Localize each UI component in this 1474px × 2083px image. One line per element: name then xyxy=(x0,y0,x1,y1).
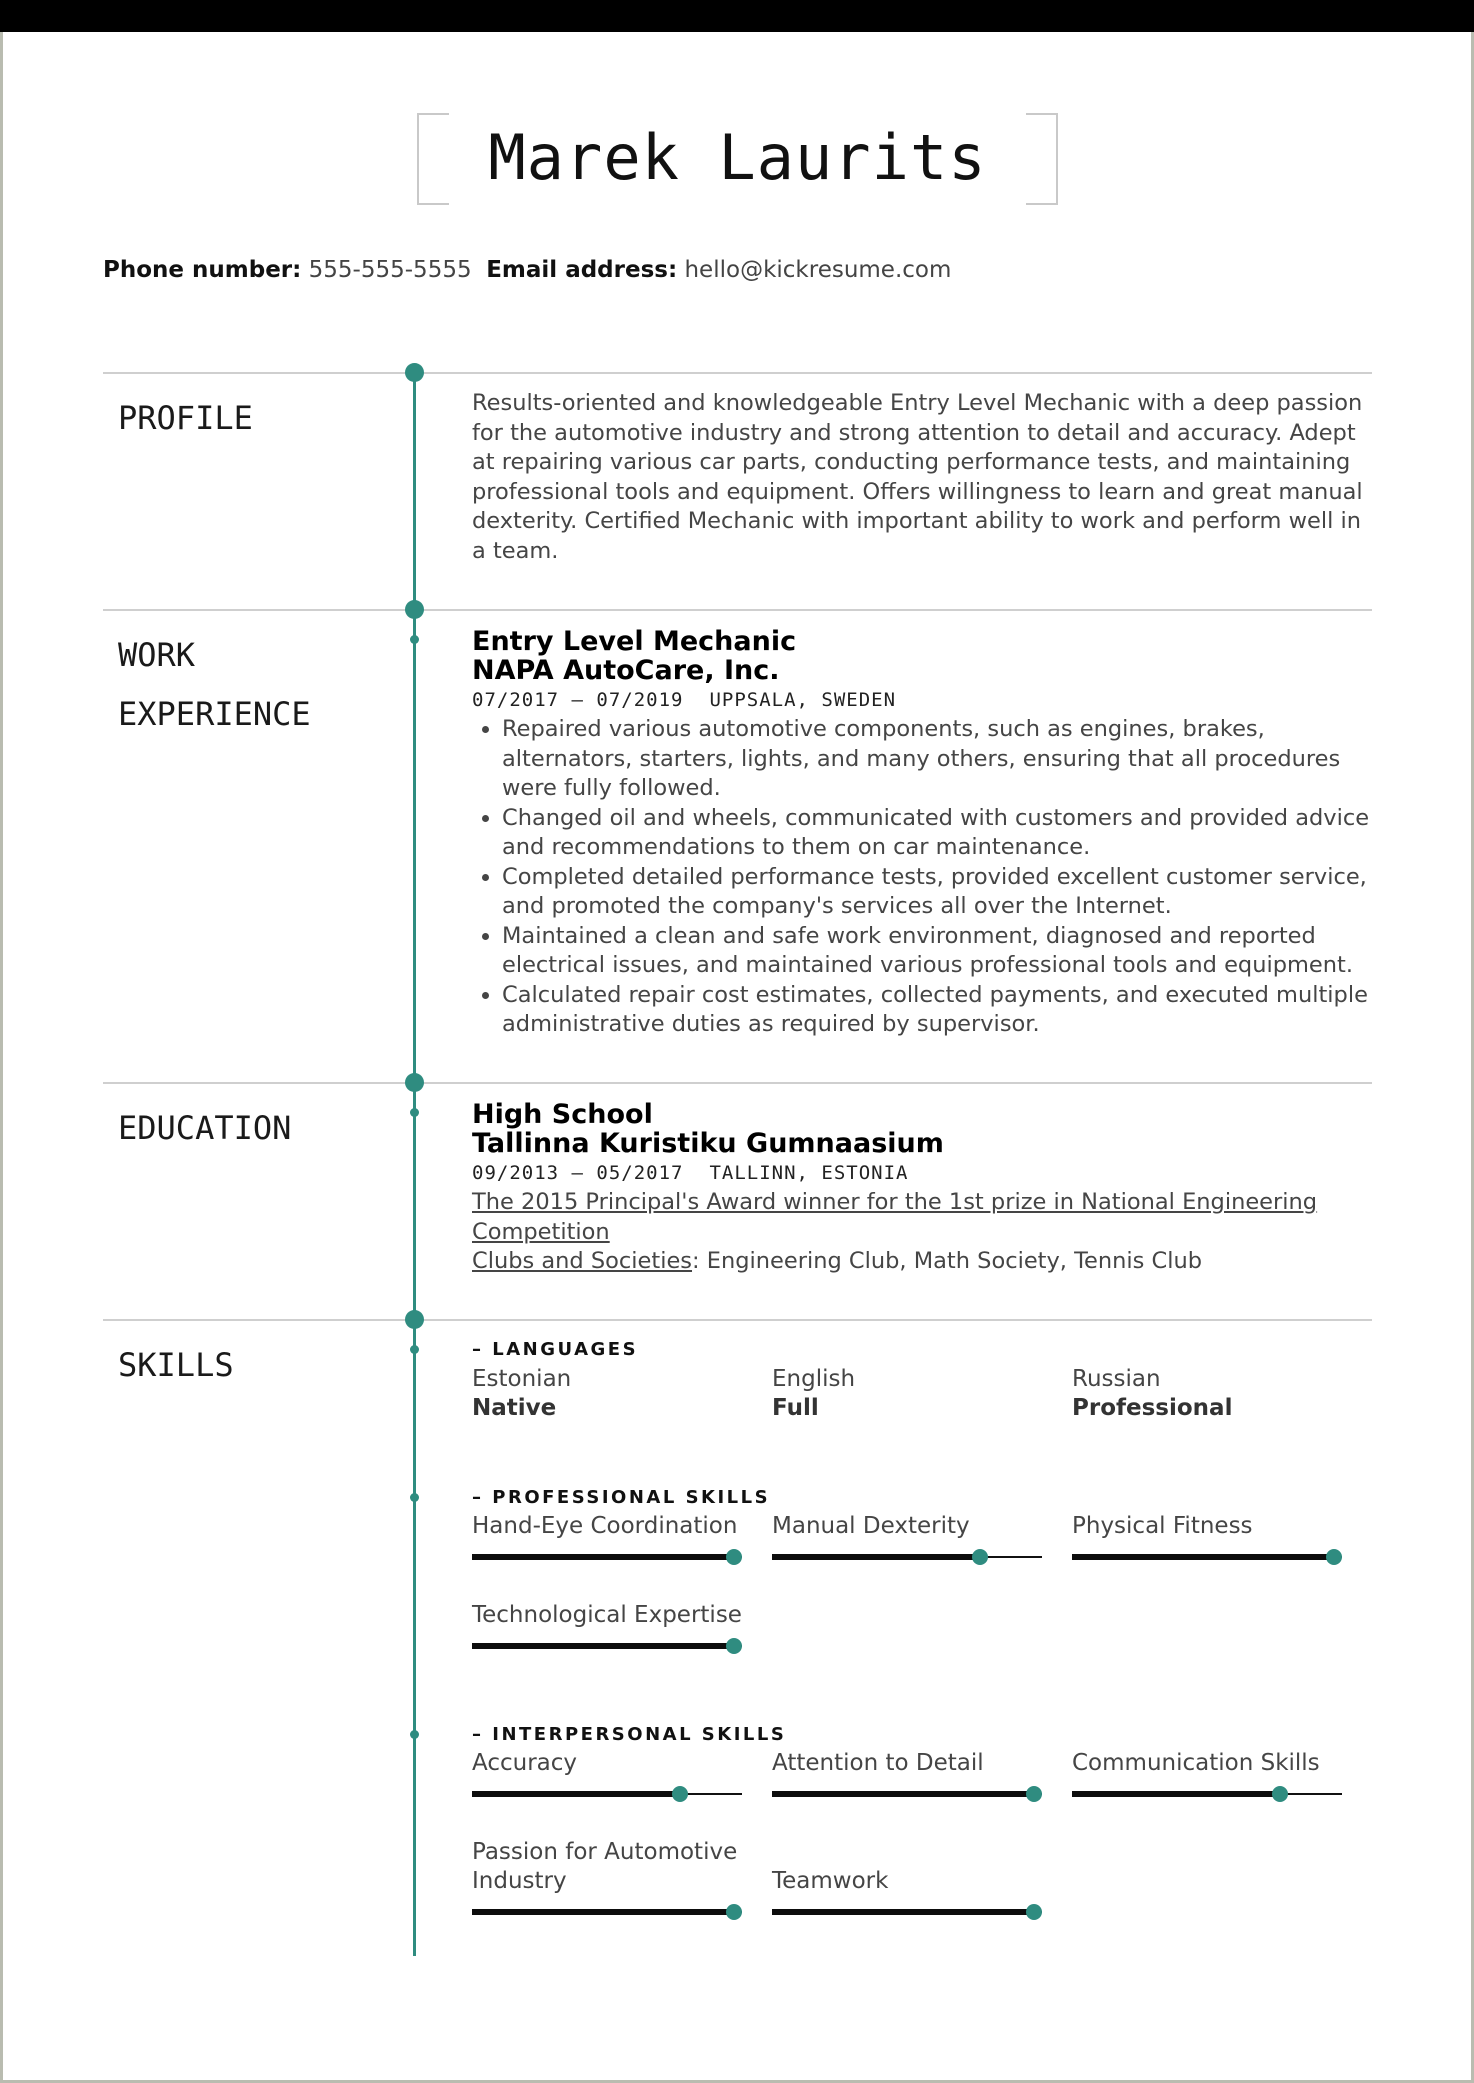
language-name: Estonian xyxy=(472,1366,572,1392)
candidate-name: Marek Laurits xyxy=(488,121,987,194)
timeline-dot-professional xyxy=(410,1493,419,1502)
skill-bar-knob xyxy=(1326,1549,1342,1565)
education-clubs xyxy=(472,1247,1372,1277)
job-meta xyxy=(472,685,1372,715)
skill-level-bar xyxy=(772,1904,1042,1920)
skill-bar-knob xyxy=(726,1638,742,1654)
skill-bar-fill xyxy=(472,1554,734,1560)
skill-bar-knob xyxy=(726,1549,742,1565)
clubs-separator: : xyxy=(692,1248,700,1274)
languages-heading: – LANGUAGES xyxy=(472,1339,639,1360)
skill-name: Passion for Automotive Industry xyxy=(472,1839,738,1894)
skill-bar-fill xyxy=(472,1643,734,1649)
email-label: Email address: xyxy=(486,257,678,283)
skill-name: Physical Fitness xyxy=(1072,1513,1253,1539)
skill-name: Technological Expertise xyxy=(472,1602,742,1628)
separator-education xyxy=(103,1082,1372,1084)
timeline-dot-profile xyxy=(405,363,424,382)
job-dates: 07/2017 – 07/2019 xyxy=(472,689,684,711)
contact-line xyxy=(103,257,951,283)
education-meta xyxy=(472,1158,1372,1188)
company-name: NAPA AutoCare, Inc. xyxy=(472,655,780,686)
name-header xyxy=(417,113,1058,203)
timeline-dot-school xyxy=(410,1108,419,1117)
education-entry xyxy=(472,1100,1372,1277)
language-item xyxy=(1072,1365,1232,1423)
job-bullet: • Repaired various automotive components, such as engines, brakes, alternators, starters, lights, and many others, ensuring that all procedures were fully followed. xyxy=(502,715,1372,804)
skill-level-bar xyxy=(472,1904,742,1920)
language-level: Professional xyxy=(1072,1395,1233,1421)
skill-name: Communication Skills xyxy=(1072,1750,1320,1776)
skill-name: Teamwork xyxy=(772,1868,889,1894)
skill-level-bar xyxy=(472,1786,742,1802)
section-title-work xyxy=(118,626,311,744)
skill-level-bar xyxy=(1072,1786,1342,1802)
job-bullet: • Completed detailed performance tests, provided excellent customer service, and promoted the company's services all over the Internet. xyxy=(502,863,1372,922)
education-location: TALLINN, ESTONIA xyxy=(709,1162,909,1184)
skill-bar-fill xyxy=(472,1791,680,1797)
section-title-skills: SKILLS xyxy=(118,1346,234,1384)
skill-bar-knob xyxy=(972,1549,988,1565)
section-title-profile: PROFILE xyxy=(118,399,253,437)
timeline-dot-work xyxy=(405,600,424,619)
phone-label: Phone number: xyxy=(103,257,302,283)
clubs-list: Engineering Club, Math Society, Tennis Club xyxy=(699,1248,1203,1274)
language-level: Full xyxy=(772,1395,819,1421)
separator-profile xyxy=(103,372,1372,374)
email-value[interactable]: hello@kickresume.com xyxy=(684,257,952,283)
skill-bar-knob xyxy=(1272,1786,1288,1802)
job-bullet: • Maintained a clean and safe work environment, diagnosed and reported electrical issues, and maintained various professional tools and equipment. xyxy=(502,922,1372,981)
top-bar xyxy=(0,0,1474,32)
skill-name: Accuracy xyxy=(472,1750,578,1776)
job-bullets xyxy=(472,715,1372,1040)
timeline-dot-education xyxy=(405,1073,424,1092)
separator-work xyxy=(103,609,1372,611)
job-bullet: • Calculated repair cost estimates, collected payments, and executed multiple administrative duties as required by supervisor. xyxy=(502,981,1372,1040)
skill-level-bar xyxy=(1072,1549,1342,1565)
skill-level-bar xyxy=(472,1549,742,1565)
phone-value: 555-555-5555 xyxy=(308,257,472,283)
skill-bar-fill xyxy=(772,1791,1034,1797)
school-name: Tallinna Kuristiku Gumnaasium xyxy=(472,1128,944,1159)
timeline-dot-job xyxy=(410,635,419,644)
interpersonal-skills-heading: – INTERPERSONAL SKILLS xyxy=(472,1724,787,1745)
degree-title: High School xyxy=(472,1099,653,1130)
professional-skills-heading: – PROFESSIONAL SKILLS xyxy=(472,1487,771,1508)
skill-name: Attention to Detail xyxy=(772,1750,984,1776)
education-award: The 2015 Principal's Award winner for the 1st prize in National Engineering Competition xyxy=(472,1189,1318,1245)
skill-bar-fill xyxy=(772,1909,1034,1915)
skill-bar-fill xyxy=(1072,1791,1280,1797)
skill-bar-knob xyxy=(1026,1786,1042,1802)
job-title: Entry Level Mechanic xyxy=(472,626,797,657)
skill-bar-knob xyxy=(726,1904,742,1920)
timeline-dot-languages xyxy=(410,1345,419,1354)
language-name: English xyxy=(772,1366,856,1392)
language-level: Native xyxy=(472,1395,557,1421)
language-name: Russian xyxy=(1072,1366,1161,1392)
education-dates: 09/2013 – 05/2017 xyxy=(472,1162,684,1184)
skill-bar-knob xyxy=(672,1786,688,1802)
clubs-label: Clubs and Societies xyxy=(472,1248,693,1274)
job-bullet: • Changed oil and wheels, communicated with customers and provided advice and recommendations to them on car maintenance. xyxy=(502,804,1372,863)
skill-level-bar xyxy=(772,1786,1042,1802)
skill-bar-fill xyxy=(1072,1554,1334,1560)
skill-bar-knob xyxy=(1026,1904,1042,1920)
language-item xyxy=(772,1365,855,1423)
job-location: UPPSALA, SWEDEN xyxy=(709,689,897,711)
section-title-work-line2: EXPERIENCE xyxy=(118,695,311,733)
profile-summary: Results-oriented and knowledgeable Entry Level Mechanic with a deep passion for the automotive industry and strong attention to detail and accuracy. Adept at repairing various car parts, conducting performance tests, and maintaining professional tools and equipment. Offers willingness to learn and great manual dexterity. Certified Mechanic with important ability to work and perform well in a team. xyxy=(472,390,1363,564)
language-item xyxy=(472,1365,571,1423)
timeline-dot-interpersonal xyxy=(410,1730,419,1739)
work-entry xyxy=(472,627,1372,1040)
skill-bar-fill xyxy=(772,1554,980,1560)
timeline-dot-skills xyxy=(405,1310,424,1329)
skill-level-bar xyxy=(472,1638,742,1654)
section-title-education: EDUCATION xyxy=(118,1109,292,1147)
section-title-work-line1: WORK xyxy=(118,636,196,674)
skill-name: Hand-Eye Coordination xyxy=(472,1513,738,1539)
separator-skills xyxy=(103,1319,1372,1321)
skill-bar-fill xyxy=(472,1909,734,1915)
skill-level-bar xyxy=(772,1549,1042,1565)
skill-name: Manual Dexterity xyxy=(772,1513,970,1539)
